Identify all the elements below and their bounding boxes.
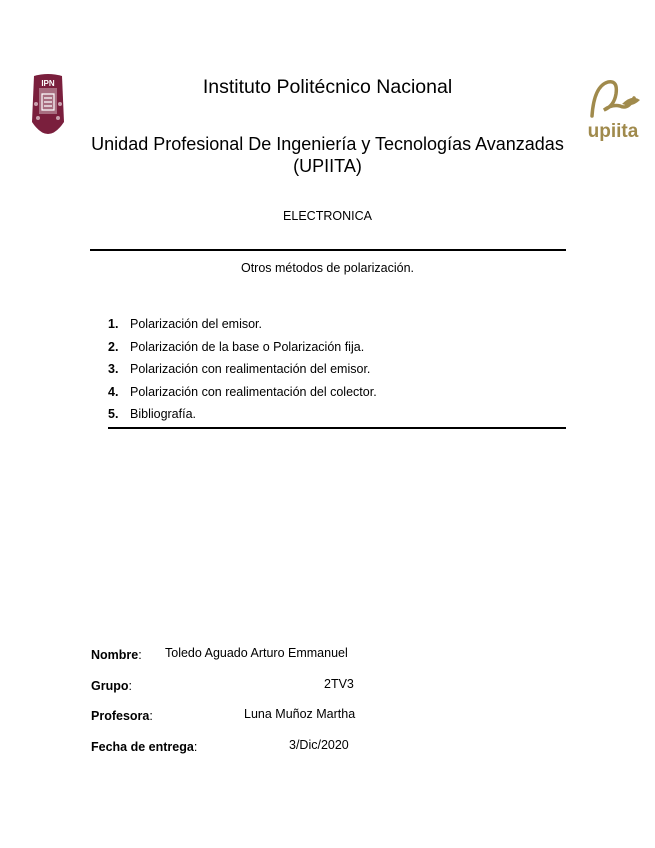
ipn-logo-bead: [36, 116, 40, 120]
date-value: 3/Dic/2020: [289, 738, 349, 752]
group-row: [91, 677, 132, 695]
ipn-logo-bead: [58, 102, 62, 106]
group-value: 2TV3: [324, 677, 354, 691]
group-label: Grupo: [91, 679, 129, 693]
toc-number: 1.: [108, 317, 119, 331]
ipn-logo-text: IPN: [41, 79, 55, 88]
toc-text: Polarización del emisor.: [130, 317, 263, 331]
toc-text: Polarización de la base o Polarización fija.: [130, 339, 365, 354]
toc-text: Bibliografía.: [130, 407, 197, 421]
divider-top: [90, 249, 566, 251]
subject-title: ELECTRONICA: [283, 209, 372, 223]
toc-item: [108, 361, 377, 384]
ipn-logo-bead: [34, 102, 38, 106]
name-row: [91, 646, 142, 664]
toc-item: [108, 316, 377, 339]
institute-name: Instituto Politécnico Nacional: [202, 76, 453, 98]
teacher-value: Luna Muñoz Martha: [244, 707, 356, 721]
group-colon: :: [128, 679, 132, 693]
toc-item: [108, 384, 377, 407]
ipn-logo-bead: [56, 116, 60, 120]
toc-item: [108, 406, 377, 429]
toc-number: 2.: [108, 339, 119, 354]
upiita-logo-text: upiita: [587, 121, 639, 142]
name-colon: :: [138, 648, 142, 662]
name-value: Toledo Aguado Arturo Emmanuel: [165, 646, 348, 660]
teacher-colon: :: [149, 709, 153, 723]
name-label: Nombre: [91, 648, 139, 662]
teacher-label: Profesora: [91, 709, 150, 723]
toc-number: 3.: [108, 362, 119, 376]
date-label: Fecha de entrega: [91, 740, 194, 754]
toc-text: Polarización con realimentación del colector.: [130, 384, 377, 399]
table-of-contents: [108, 316, 377, 429]
toc-number: 4.: [108, 384, 119, 399]
toc-number: 5.: [108, 407, 119, 421]
toc-text: Polarización con realimentación del emisor.: [130, 362, 371, 376]
date-row: [91, 738, 197, 756]
divider-bottom: [108, 427, 566, 429]
unit-name: Unidad Profesional De Ingeniería y Tecnologías Avanzadas (UPIITA): [91, 134, 564, 176]
date-colon: :: [193, 740, 198, 754]
teacher-row: [91, 707, 153, 725]
toc-item: [108, 339, 377, 362]
document-title: Otros métodos de polarización.: [240, 261, 414, 275]
